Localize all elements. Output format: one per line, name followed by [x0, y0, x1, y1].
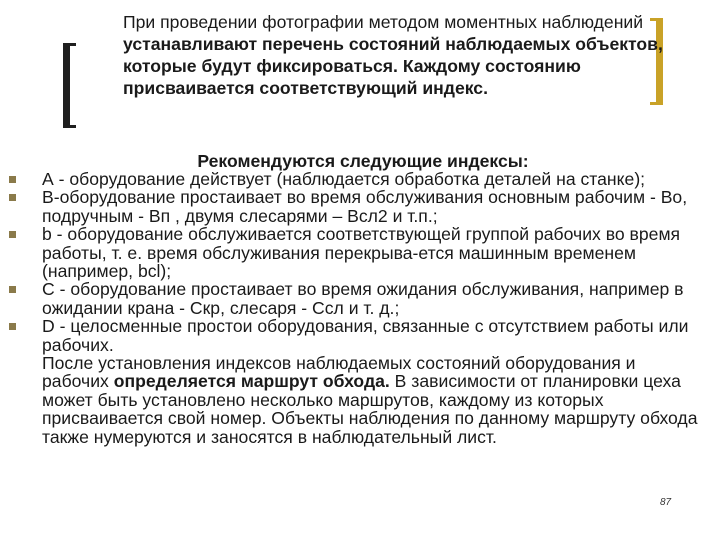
title-part-regular: При проведении фотографии методом моментных наблюдений — [123, 12, 644, 32]
square-bullet-icon — [9, 323, 16, 330]
square-bullet-icon — [9, 286, 16, 293]
list-item-text: b - оборудование обслуживается соответствующей группой рабочих во время работы, т. е. время обслуживания перекрыва-ется машинным временем (например, bсl); — [42, 224, 681, 282]
body-content — [42, 170, 702, 446]
square-bullet-icon — [9, 231, 16, 238]
slide-title — [123, 11, 663, 99]
index-list-heading: Рекомендуются следующие индексы: — [197, 151, 529, 171]
route-paragraph — [42, 354, 702, 446]
page-number: 87 — [660, 497, 672, 508]
list-item — [42, 280, 702, 317]
paragraph-part-bold: определяется маршрут обхода. — [113, 371, 390, 392]
list-item-text: С - оборудование простаивает во время ожидания обслуживания, например в ожидании крана - Скр, слесаря - Ссл и т. д.; — [42, 279, 684, 318]
list-item-text: В-оборудование простаивает во время обслуживания основным рабочим - Во, подручным - Вп , двумя слесарями – Всл2 и т.п.; — [42, 187, 688, 226]
title-part-bold: устанавливают перечень состояний наблюдаемых объектов, которые будут фиксироваться. Каждому состоянию присваивается соответствующий индекс. — [123, 34, 663, 98]
list-item-text: А - оборудование действует (наблюдается обработка деталей на станке); — [42, 169, 646, 189]
paragraph-part-3: В зависимости от планировки цеха может быть установлено несколько маршрутов, каждому из которых присваивается свой номер. Объекты наблюдения по данному маршруту обхода также нумеруются и заносятся в наблюдательный лист. — [42, 371, 698, 447]
list-item — [42, 225, 702, 280]
left-bracket-decoration — [63, 43, 76, 128]
square-bullet-icon — [9, 176, 16, 183]
list-item — [42, 188, 702, 225]
square-bullet-icon — [9, 194, 16, 201]
list-item — [42, 317, 702, 354]
list-item-text: D - целосменные простои оборудования, связанные с отсутствием работы или рабочих. — [42, 316, 689, 355]
paragraph-part-1: После установления индексов наблюдаемых состояний оборудования и рабочих — [42, 353, 636, 392]
list-item — [42, 170, 702, 188]
